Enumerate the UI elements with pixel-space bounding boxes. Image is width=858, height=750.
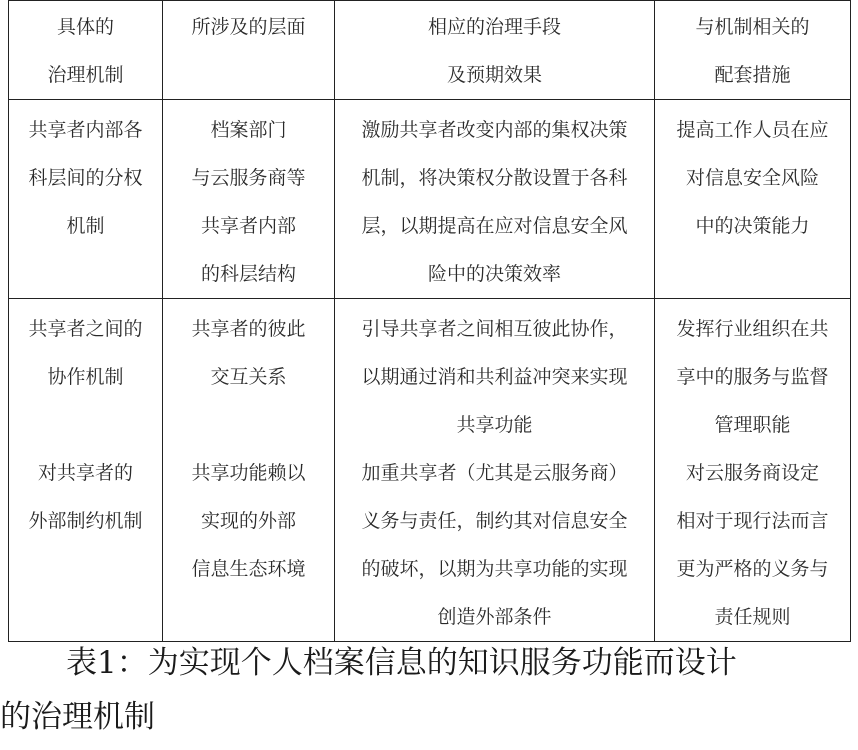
table-row [9, 100, 851, 299]
table-caption [0, 636, 858, 744]
cell-spacer [167, 401, 330, 449]
cell-line: 与云服务商等 [191, 167, 306, 189]
header-cell-level [163, 1, 335, 100]
cell-line: 档案部门 [210, 119, 287, 141]
table-cell [9, 299, 163, 642]
table-cell [163, 299, 335, 642]
cell-line: 层，以期提高在应对信息安全风 [361, 215, 628, 237]
cell-line: 共享功能赖以 [191, 462, 306, 484]
cell-line: 享中的服务与监督 [676, 366, 829, 388]
cell-line: 科层间的分权 [28, 167, 143, 189]
header-line: 与机制相关的 [695, 16, 810, 38]
cell-line: 共享者的彼此 [191, 318, 306, 340]
cell-line: 机制，将决策权分散设置于各科 [361, 167, 628, 189]
table-cell [335, 100, 655, 299]
cell-line: 以期通过消和共利益冲突来实现 [361, 366, 628, 388]
table-cell [655, 100, 851, 299]
header-line: 所涉及的层面 [191, 16, 306, 38]
cell-line: 加重共享者（尤其是云服务商） [361, 462, 628, 484]
cell-line: 险中的决策效率 [427, 263, 561, 285]
cell-line: 信息生态环境 [191, 558, 306, 580]
cell-line: 义务与责任，制约其对信息安全 [361, 510, 628, 532]
cell-line: 中的决策能力 [695, 215, 810, 237]
cell-line: 相对于现行法而言 [676, 510, 829, 532]
cell-line: 对云服务商设定 [685, 462, 819, 484]
governance-table [8, 0, 851, 642]
table-cell [9, 100, 163, 299]
header-cell-means [335, 1, 655, 100]
cell-line: 外部制约机制 [28, 510, 143, 532]
table-cell [335, 299, 655, 642]
header-cell-mechanism [9, 1, 163, 100]
cell-line: 机制 [66, 215, 105, 237]
cell-line: 对信息安全风险 [685, 167, 819, 189]
header-line: 具体的 [56, 16, 114, 38]
caption-line: 的治理机制 [0, 699, 155, 735]
cell-line: 的科层结构 [200, 263, 296, 285]
cell-line: 责任规则 [714, 606, 791, 628]
cell-line: 对共享者的 [37, 462, 133, 484]
cell-line: 交互关系 [210, 366, 287, 388]
cell-line: 协作机制 [47, 366, 124, 388]
table-cell [655, 299, 851, 642]
cell-line: 激励共享者改变内部的集权决策 [361, 119, 628, 141]
cell-line: 提高工作人员在应 [676, 119, 829, 141]
header-line: 及预期效果 [446, 64, 542, 86]
cell-line: 管理职能 [714, 414, 791, 436]
table-header-row [9, 1, 851, 100]
header-cell-measures [655, 1, 851, 100]
cell-line: 发挥行业组织在共 [676, 318, 829, 340]
cell-line: 实现的外部 [200, 510, 296, 532]
header-line: 治理机制 [47, 64, 124, 86]
header-line: 相应的治理手段 [427, 16, 561, 38]
header-line: 配套措施 [714, 64, 791, 86]
cell-line: 共享者内部各 [28, 119, 143, 141]
cell-line: 共享者内部 [200, 215, 296, 237]
cell-line: 的破坏，以期为共享功能的实现 [361, 558, 628, 580]
cell-line: 创造外部条件 [437, 606, 552, 628]
cell-line: 共享者之间的 [28, 318, 143, 340]
table-row [9, 299, 851, 642]
caption-line: 表1：为实现个人档案信息的知识服务功能而设计 [66, 645, 737, 681]
cell-line: 共享功能 [456, 414, 533, 436]
table-cell [163, 100, 335, 299]
cell-line: 更为严格的义务与 [676, 558, 829, 580]
cell-spacer [13, 401, 158, 449]
cell-line: 引导共享者之间相互彼此协作， [361, 318, 628, 340]
